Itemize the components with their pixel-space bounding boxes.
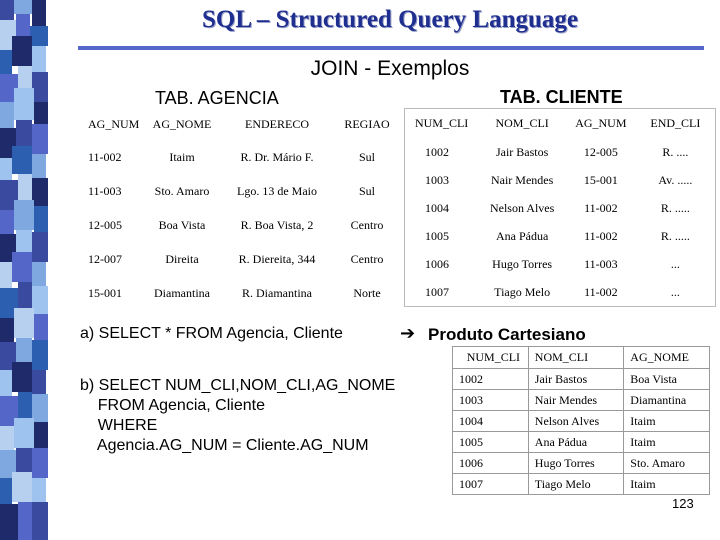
cliente-header-cell: NUM_CLI [414, 116, 469, 131]
agencia-cell: Itaim [169, 149, 195, 164]
cliente-cell: R. ..... [660, 229, 690, 243]
stripe-block [32, 124, 48, 154]
stripe-block [16, 230, 32, 252]
result-cell: 1006 [453, 453, 529, 474]
agencia-cell: R. Diereita, 344 [238, 251, 316, 266]
cliente-table-row [405, 223, 716, 251]
result-cell: 1003 [453, 390, 529, 411]
agencia-cell: Lgo. 13 de Maio [237, 183, 317, 198]
result-cell: Itaim [624, 411, 710, 432]
agencia-header-cell: ENDERECO [245, 116, 309, 131]
stripe-block [0, 318, 14, 342]
result-cell: 1005 [453, 432, 529, 453]
agencia-table-row [68, 208, 402, 242]
stripe-block [32, 286, 48, 314]
stripe-block [14, 418, 34, 448]
agencia-cell: Centro [350, 251, 384, 266]
stripe-block [16, 120, 32, 146]
stripe-block [32, 448, 48, 478]
cliente-cell: Jair Bastos [495, 145, 549, 159]
page-subtitle: JOIN - Exemplos [310, 57, 470, 80]
result-cell: 1002 [453, 369, 529, 390]
cliente-cell: 11-002 [584, 201, 618, 215]
agencia-cell: 11-003 [88, 183, 122, 198]
stripe-block [12, 472, 32, 502]
stripe-block [0, 426, 14, 450]
result-table-row [453, 390, 710, 411]
agencia-table-row [68, 140, 402, 174]
result-cell: Boa Vista [624, 369, 710, 390]
stripe-block [12, 146, 32, 174]
stripe-block [0, 50, 12, 74]
result-header-cell: NOM_CLI [528, 347, 624, 369]
stripe-block [32, 370, 46, 394]
cliente-cell: 11-002 [584, 229, 618, 243]
cliente-cell: 1003 [425, 173, 449, 187]
stripe-block [0, 210, 14, 234]
result-table-row [453, 369, 710, 390]
result-cell: Tiago Melo [528, 474, 624, 495]
result-cell: Nair Mendes [528, 390, 624, 411]
stripe-block [32, 46, 46, 72]
cliente-cell: R. .... [662, 145, 689, 159]
stripe-block [32, 478, 46, 502]
stripe-block [32, 232, 48, 262]
stripe-block [0, 102, 14, 128]
stripe-block [34, 206, 48, 232]
stripe-block [30, 26, 48, 46]
agencia-cell: 11-002 [88, 149, 122, 164]
cliente-cell: 1002 [425, 145, 449, 159]
agencia-cell: Boa Vista [158, 217, 206, 232]
cliente-table-row [405, 167, 716, 195]
result-table-row [453, 453, 710, 474]
result-cell: 1007 [453, 474, 529, 495]
cliente-cell: 1006 [425, 257, 449, 271]
cliente-table-row [405, 251, 716, 279]
stripe-block [32, 72, 48, 102]
agencia-cell: R. Dr. Mário F. [240, 149, 314, 164]
stripe-block [16, 338, 32, 362]
cliente-cell: Hugo Torres [492, 257, 553, 271]
agencia-table-row [68, 276, 402, 310]
agencia-header-cell: AG_NUM [88, 116, 140, 131]
result-cell: Hugo Torres [528, 453, 624, 474]
agencia-table-row [68, 174, 402, 208]
cliente-header-cell: END_CLI [650, 116, 701, 131]
result-cell: Ana Pádua [528, 432, 624, 453]
agencia-cell: Sul [358, 149, 375, 164]
result-table-row [453, 432, 710, 453]
result-header-cell: AG_NOME [624, 347, 710, 369]
stripe-block [18, 282, 32, 308]
stripe-block [14, 88, 34, 120]
cartesian-product-label: Produto Cartesiano [428, 325, 586, 344]
result-cell: Diamantina [624, 390, 710, 411]
agencia-cell: Direita [165, 251, 199, 266]
cliente-cell: Av. ..... [658, 173, 693, 187]
cliente-cell: Nelson Alves [489, 201, 555, 215]
agencia-cell: 12-005 [88, 217, 122, 232]
agencia-header-cell: REGIAO [344, 116, 390, 131]
stripe-block [12, 362, 32, 392]
stripe-block [32, 340, 48, 370]
stripe-block [34, 314, 48, 340]
cliente-cell: ... [670, 257, 680, 271]
cliente-cell: Ana Pádua [495, 229, 549, 243]
result-table-row [453, 411, 710, 432]
cliente-cell: 1004 [425, 201, 449, 215]
stripe-block [14, 0, 32, 14]
stripe-block [12, 36, 32, 66]
agencia-table-label: TAB. AGENCIA [155, 88, 279, 108]
agencia-table-row [68, 242, 402, 276]
agencia-cell: Norte [353, 285, 381, 300]
stripe-block [0, 504, 18, 540]
query-b-line: Agencia.AG_NUM = Cliente.AG_NUM [80, 437, 369, 454]
agencia-cell: Diamantina [154, 285, 210, 300]
cliente-cell: Nair Mendes [490, 173, 554, 187]
result-header-cell: NUM_CLI [453, 347, 529, 369]
decorative-stripe [0, 0, 56, 540]
result-cell: Itaim [624, 432, 710, 453]
stripe-block [32, 178, 48, 206]
stripe-block [0, 0, 14, 20]
cliente-cell: 12-005 [583, 145, 618, 159]
page-title: SQL – Structured Query Language [202, 6, 578, 33]
result-table-row [453, 474, 710, 495]
stripe-block [16, 14, 30, 36]
stripe-block [0, 262, 12, 288]
stripe-block [18, 502, 32, 540]
stripe-block [12, 252, 32, 282]
query-b-line: b) SELECT NUM_CLI,NOM_CLI,AG_NOME [80, 377, 396, 394]
agencia-cell: R. Diamantina [242, 285, 312, 300]
stripe-block [16, 448, 32, 472]
stripe-block [32, 394, 48, 422]
cliente-cell: R. ..... [660, 201, 690, 215]
stripe-block [18, 392, 32, 418]
stripe-block [34, 102, 48, 124]
stripe-block [32, 154, 46, 178]
stripe-block [0, 478, 12, 504]
stripe-block [18, 174, 32, 200]
cliente-cell: 1005 [425, 229, 449, 243]
cliente-table-row [405, 195, 716, 223]
cliente-cell: 11-002 [584, 284, 618, 299]
query-b [80, 376, 395, 456]
title-rule [78, 46, 704, 50]
cliente-table-row [405, 139, 716, 167]
stripe-block [14, 308, 34, 338]
result-cell: 1004 [453, 411, 529, 432]
result-cell: Itaim [624, 474, 710, 495]
query-b-line: FROM Agencia, Cliente [80, 397, 265, 414]
stripe-block [32, 262, 46, 286]
page-number: 123 [672, 496, 694, 511]
agencia-cell: Sul [358, 183, 375, 198]
stripe-block [18, 66, 32, 88]
stripe-block [34, 422, 48, 448]
agencia-cell: Sto. Amaro [154, 183, 210, 198]
result-cell: Jair Bastos [528, 369, 624, 390]
cliente-cell: 1007 [425, 284, 449, 299]
cliente-cell: 15-001 [583, 173, 618, 187]
cliente-header-cell: AG_NUM [575, 116, 627, 131]
agencia-header-cell: AG_NOME [152, 116, 212, 131]
stripe-block [0, 370, 12, 396]
arrow-right-icon: ➔ [400, 323, 416, 344]
cliente-table-row [405, 279, 716, 307]
cliente-table [404, 108, 716, 307]
agencia-table [68, 108, 402, 310]
agencia-cell: Centro [350, 217, 384, 232]
query-a: a) SELECT * FROM Agencia, Cliente [80, 325, 343, 342]
agencia-cell: 12-007 [88, 251, 122, 266]
cliente-cell: ... [670, 284, 680, 299]
stripe-block [14, 200, 34, 230]
agencia-cell: 15-001 [88, 285, 122, 300]
result-cell: Sto. Amaro [624, 453, 710, 474]
cliente-cell: Tiago Melo [494, 284, 551, 299]
stripe-block [32, 502, 48, 540]
query-b-line: WHERE [80, 417, 158, 434]
agencia-cell: R. Boa Vista, 2 [240, 217, 314, 232]
cliente-table-label: TAB. CLIENTE [500, 87, 623, 107]
cliente-header-cell: NOM_CLI [495, 116, 549, 131]
stripe-block [32, 0, 46, 26]
stripe-block [0, 158, 12, 180]
cliente-cell: 11-003 [584, 257, 618, 271]
result-cell: Nelson Alves [528, 411, 624, 432]
result-table [452, 346, 710, 495]
